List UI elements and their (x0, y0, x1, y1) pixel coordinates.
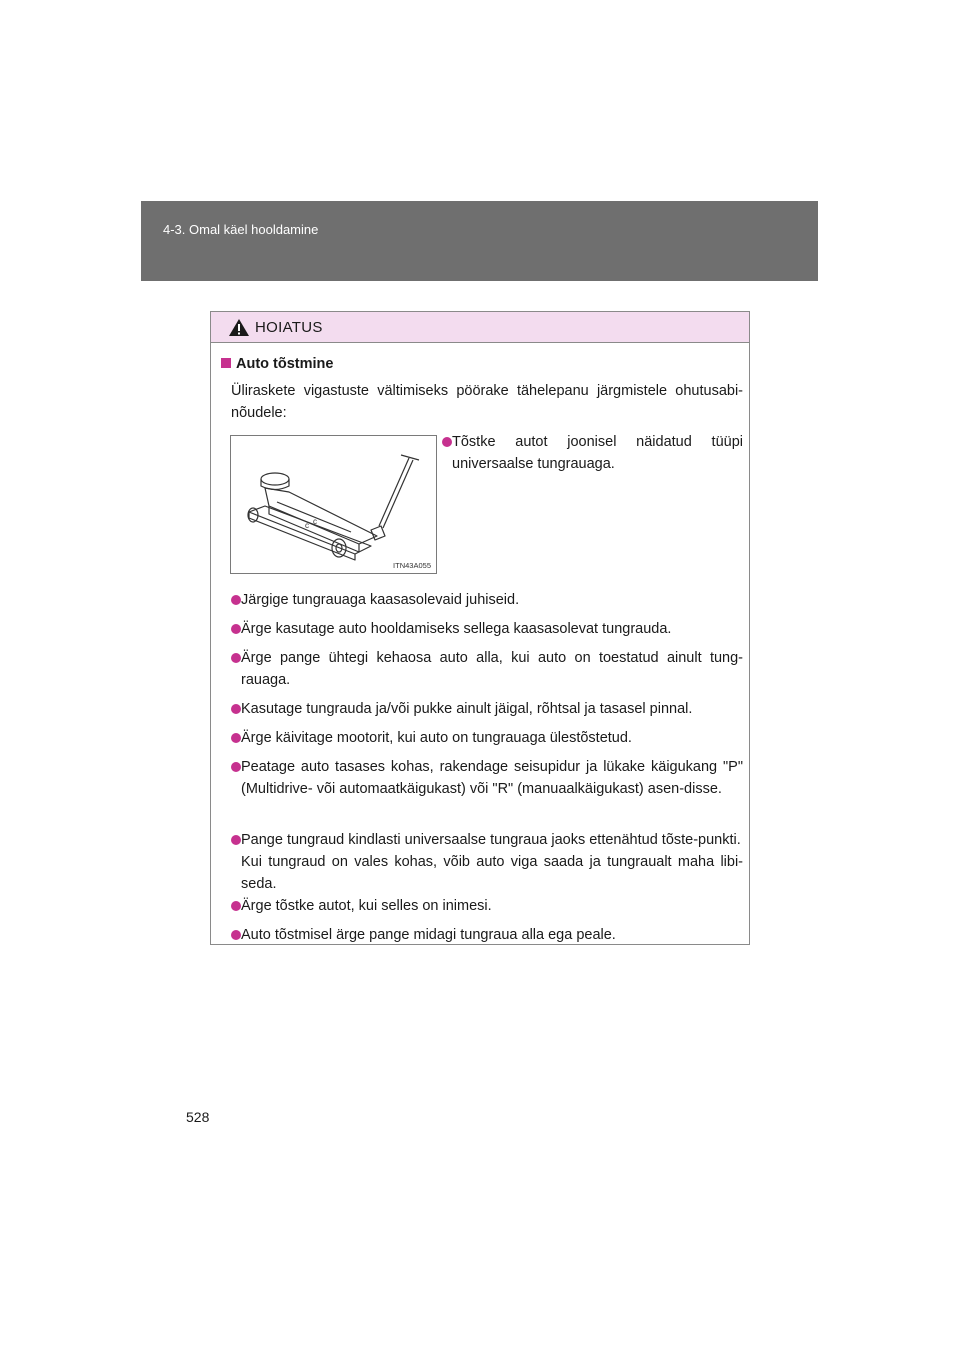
bullet-dot-icon (231, 624, 241, 634)
jack-figure (230, 435, 437, 574)
list-item-text: Ärge käivitage mootorit, kui auto on tungrauaga ülestõstetud. (241, 730, 632, 746)
section-header-band (141, 201, 818, 281)
list-item (231, 618, 743, 640)
bullet-dot-icon (231, 762, 241, 772)
list-item-text: Järgige tungrauaga kaasasolevaid juhiseid. (241, 592, 520, 608)
list-item-text: Ärge pange ühtegi kehaosa auto alla, kui auto on toestatud ainult tung-rauaga. (241, 650, 743, 688)
figure-code: ITN43A055 (393, 561, 431, 570)
warning-box (210, 311, 750, 945)
list-item (231, 698, 743, 720)
list-item (231, 647, 743, 691)
list-item-text: Peatage auto tasases kohas, rakendage seisupidur ja lükake käigukang "P" (Multidrive- või automaatkäigukast) või "R" (manuaalkäigukast) asen-disse. (241, 759, 743, 797)
list-item (231, 895, 743, 917)
list-item (231, 589, 743, 611)
list-item-note: Kui tungraud on vales kohas, võib auto viga saada ja tungraualt maha libi-seda. (241, 854, 743, 892)
intro-paragraph: Üliraskete vigastuste vältimiseks pöörake tähelepanu järgmistele ohutusabi-nõudele: (231, 383, 743, 421)
bullet-dot-icon (231, 653, 241, 663)
warning-title: HOIATUS (255, 319, 323, 336)
square-bullet-icon (221, 358, 231, 368)
warning-triangle-icon (228, 318, 250, 337)
list-item-text: Ärge kasutage auto hooldamiseks sellega kaasasolevat tungrauda. (241, 621, 672, 637)
list-item (231, 727, 743, 749)
bullet-dot-icon (442, 437, 452, 447)
bullet-dot-icon (231, 733, 241, 743)
side-bullet-text: Tõstke autot joonisel näidatud tüüpi universaalse tungrauaga. (452, 434, 743, 472)
floor-jack-illustration-icon (231, 436, 436, 573)
subheading (221, 356, 333, 372)
subheading-text: Auto tõstmine (236, 356, 334, 372)
page-number: 528 (186, 1109, 210, 1125)
svg-text:c: c (313, 517, 317, 526)
list-item-text: Ärge tõstke autot, kui selles on inimesi. (241, 898, 492, 914)
bullet-dot-icon (231, 901, 241, 911)
list-item-text: Pange tungraud kindlasti universaalse tungraua jaoks ettenähtud tõste-punkti. (241, 832, 741, 848)
bullet-dot-icon (231, 930, 241, 940)
bullet-dot-icon (231, 595, 241, 605)
list-item (231, 829, 743, 895)
list-item-text: Auto tõstmisel ärge pange midagi tungraua alla ega peale. (241, 927, 616, 943)
bullet-dot-icon (231, 835, 241, 845)
svg-text:c: c (305, 521, 309, 530)
bullet-dot-icon (231, 704, 241, 714)
list-item (231, 756, 743, 800)
section-title: 4-3. Omal käel hooldamine (163, 222, 319, 237)
side-bullet-item (442, 431, 743, 475)
list-item-last (231, 924, 743, 946)
warning-header (211, 312, 749, 343)
list-item-text: Kasutage tungrauda ja/või pukke ainult jäigal, rõhtsal ja tasasel pinnal. (241, 701, 693, 717)
